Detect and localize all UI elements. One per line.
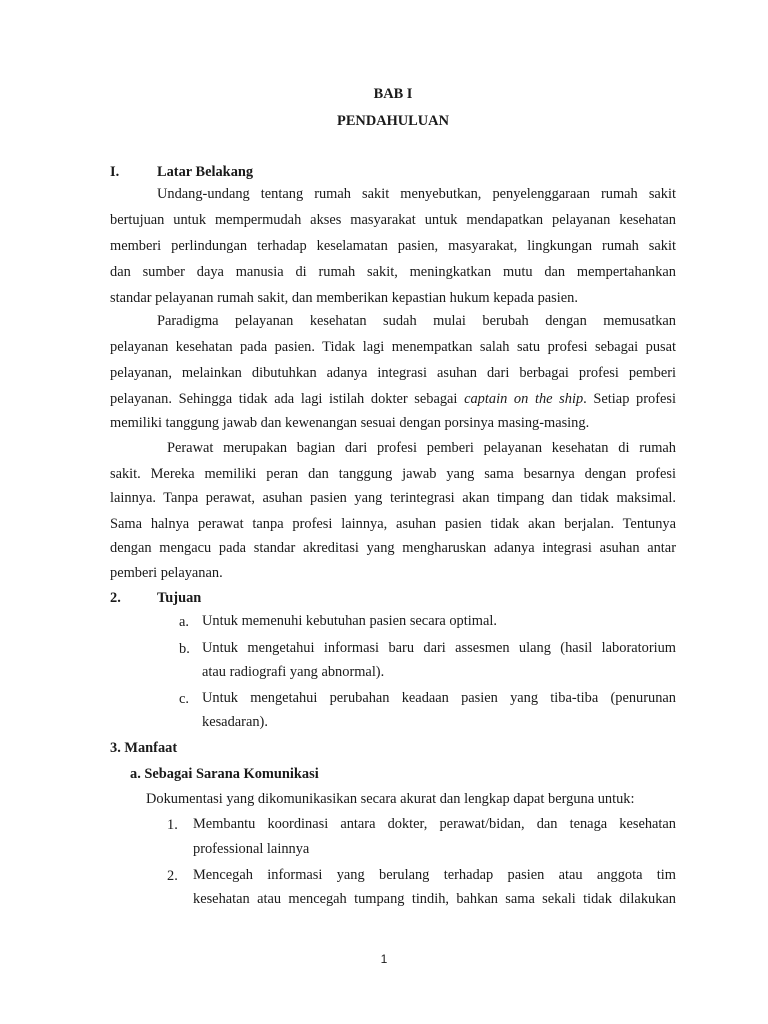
paragraph-line: standar pelayanan rumah sakit, dan memberikan kepastian hukum kepada pasien. [110,290,578,306]
list-item-line: Untuk memenuhi kebutuhan pasien secara optimal. [202,613,497,629]
paragraph-line: memberi perlindungan terhadap keselamatan pasien, masyarakat, lingkungan rumah sakit [110,238,676,254]
list-item-line: Membantu koordinasi antara dokter, perawat/bidan, dan tenaga kesehatan [193,816,676,832]
paragraph-line: memiliki tanggung jawab dan kewenangan sesuai dengan porsinya masing-masing. [110,415,590,431]
paragraph-line: pelayanan kesehatan pada pasien. Tidak lagi menempatkan salah satu profesi sebagai pusat [110,339,676,355]
paragraph-line: Sama halnya perawat tanpa profesi lainnya, asuhan pasien tidak akan berjalan. Tentunya [110,516,676,532]
paragraph-line: Paradigma pelayanan kesehatan sudah mulai berubah dengan memusatkan [157,313,676,329]
list-marker: 1. [167,817,178,833]
list-marker: 2. [167,868,178,884]
paragraph-line: pemberi pelayanan. [110,565,223,581]
list-item-line: Mencegah informasi yang berulang terhadap pasien atau anggota tim [193,867,676,883]
paragraph-line: dengan mengacu pada standar akreditasi yang mengharuskan adanya integrasi asuhan antar [110,540,676,556]
paragraph-line: bertujuan untuk mempermudah akses masyarakat untuk mendapatkan pelayanan kesehatan [110,212,676,228]
paragraph-line: Dokumentasi yang dikomunikasikan secara akurat dan lengkap dapat berguna untuk: [146,791,635,807]
paragraph-line: dan sumber daya manusia di rumah sakit, meningkatkan mutu dan mempertahankan [110,264,676,280]
list-item-line: kesehatan atau mencegah tumpang tindih, bahkan sama sekali tidak dilakukan [193,891,676,907]
paragraph-line: sakit. Mereka memiliki peran dan tanggung jawab yang sama besarnya dengan profesi [110,466,676,482]
section-1-title: Latar Belakang [157,164,254,180]
paragraph-line: lainnya. Tanpa perawat, asuhan pasien yang terintegrasi akan timpang dan tidak maksimal. [110,490,676,506]
paragraph-text: . Setiap profesi [583,391,676,407]
list-item-line: Untuk mengetahui informasi baru dari assesmen ulang (hasil laboratorium [202,640,676,656]
list-item-line: kesadaran). [202,714,268,730]
section-2-title: Tujuan [157,590,202,606]
section-1-number: I. [110,164,120,180]
italic-phrase: captain on the ship [464,391,584,407]
subsection-a-title: a. Sebagai Sarana Komunikasi [130,766,319,782]
chapter-label: BAB I [373,86,413,102]
chapter-title: PENDAHULUAN [337,113,449,129]
paragraph-line: Undang-undang tentang rumah sakit menyebutkan, penyelenggaraan rumah sakit [157,186,676,202]
list-marker: c. [179,691,189,707]
paragraph-line-with-italic [110,386,676,412]
list-marker: a. [179,614,189,630]
section-3-title: 3. Manfaat [110,740,178,756]
section-2-number: 2. [110,590,121,606]
page-number: 1 [380,952,388,966]
list-item-line: professional lainnya [193,841,310,857]
paragraph-line: Perawat merupakan bagian dari profesi pemberi pelayanan kesehatan di rumah [167,440,676,456]
list-item-line: atau radiografi yang abnormal). [202,664,385,680]
paragraph-line: pelayanan, melainkan dibutuhkan adanya integrasi asuhan dari berbagai profesi pemberi [110,365,676,381]
list-marker: b. [179,641,190,657]
paragraph-text: pelayanan. Sehingga tidak ada lagi istilah dokter sebagai [110,391,465,407]
list-item-line: Untuk mengetahui perubahan keadaan pasien yang tiba-tiba (penurunan [202,690,676,706]
